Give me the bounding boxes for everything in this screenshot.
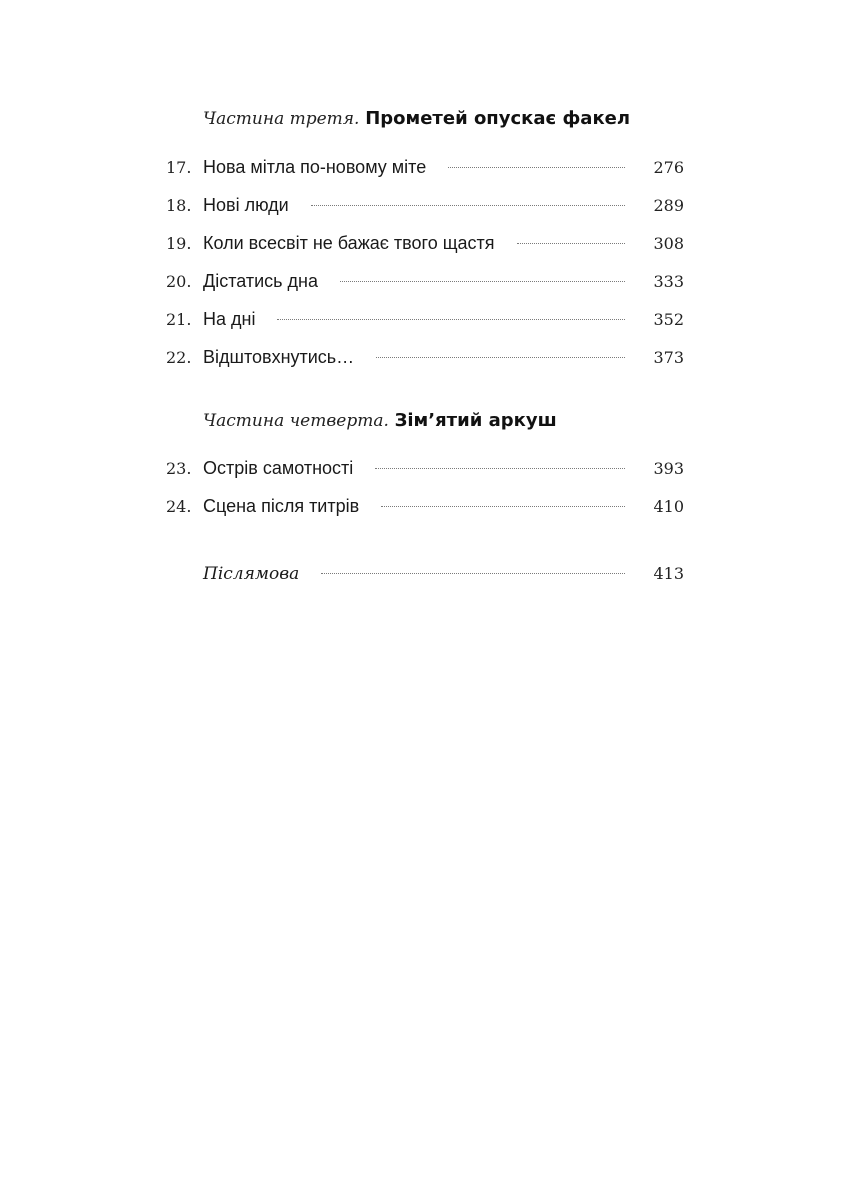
chapter-number: 18.: [166, 196, 192, 215]
page-number: 410: [653, 497, 684, 516]
page-number: 352: [653, 310, 684, 329]
chapter-title: Дістатись дна: [203, 271, 318, 291]
dot-leader: [311, 205, 626, 206]
chapter-number: 21.: [166, 310, 192, 329]
chapter-number: 23.: [166, 459, 192, 478]
chapter-title: Нова мітла по-новому міте: [203, 157, 427, 177]
part-four-title: Зім’ятий аркуш: [394, 410, 557, 431]
part-three-title: Прометей опускає факел: [365, 108, 631, 129]
dot-leader: [375, 468, 625, 469]
part-four-label: Частина четверта.: [203, 411, 389, 431]
chapter-title: Відштовхнутись…: [203, 347, 355, 367]
part-three-heading: [203, 107, 630, 131]
dot-leader: [376, 357, 625, 358]
afterword-title: Післямова: [203, 564, 300, 584]
chapter-number: 20.: [166, 272, 192, 291]
dot-leader: [448, 167, 625, 168]
toc-entry-19[interactable]: [166, 230, 684, 256]
toc-entry-23[interactable]: [166, 455, 684, 481]
chapter-title: Коли всесвіт не бажає твого щастя: [203, 233, 495, 253]
toc-entry-18[interactable]: [166, 192, 684, 218]
chapter-title: На дні: [203, 309, 256, 329]
page-number: 393: [653, 459, 684, 478]
chapter-title: Нові люди: [203, 195, 289, 215]
part-three-label: Частина третя.: [203, 109, 360, 129]
dot-leader: [277, 319, 625, 320]
chapter-number: 24.: [166, 497, 192, 516]
dot-leader: [381, 506, 625, 507]
dot-leader: [517, 243, 626, 244]
chapter-number: 17.: [166, 158, 192, 177]
dot-leader: [340, 281, 625, 282]
toc-entry-24[interactable]: [166, 493, 684, 519]
page-number: 276: [653, 158, 684, 177]
chapter-title: Сцена після титрів: [203, 496, 360, 516]
page-number: 308: [653, 234, 684, 253]
page-number: 333: [653, 272, 684, 291]
toc-entry-20[interactable]: [166, 268, 684, 294]
page-number: 413: [653, 564, 684, 583]
toc-entry-17[interactable]: [166, 154, 684, 180]
chapter-number: 19.: [166, 234, 192, 253]
chapter-title: Острів самотності: [203, 458, 354, 478]
toc-entry-afterword[interactable]: [166, 561, 684, 587]
chapter-number: 22.: [166, 348, 192, 367]
page-number: 289: [653, 196, 684, 215]
page-number: 373: [653, 348, 684, 367]
part-four-heading: [203, 409, 557, 433]
toc-entry-21[interactable]: [166, 306, 684, 332]
dot-leader: [321, 573, 625, 574]
toc-entry-22[interactable]: [166, 344, 684, 370]
